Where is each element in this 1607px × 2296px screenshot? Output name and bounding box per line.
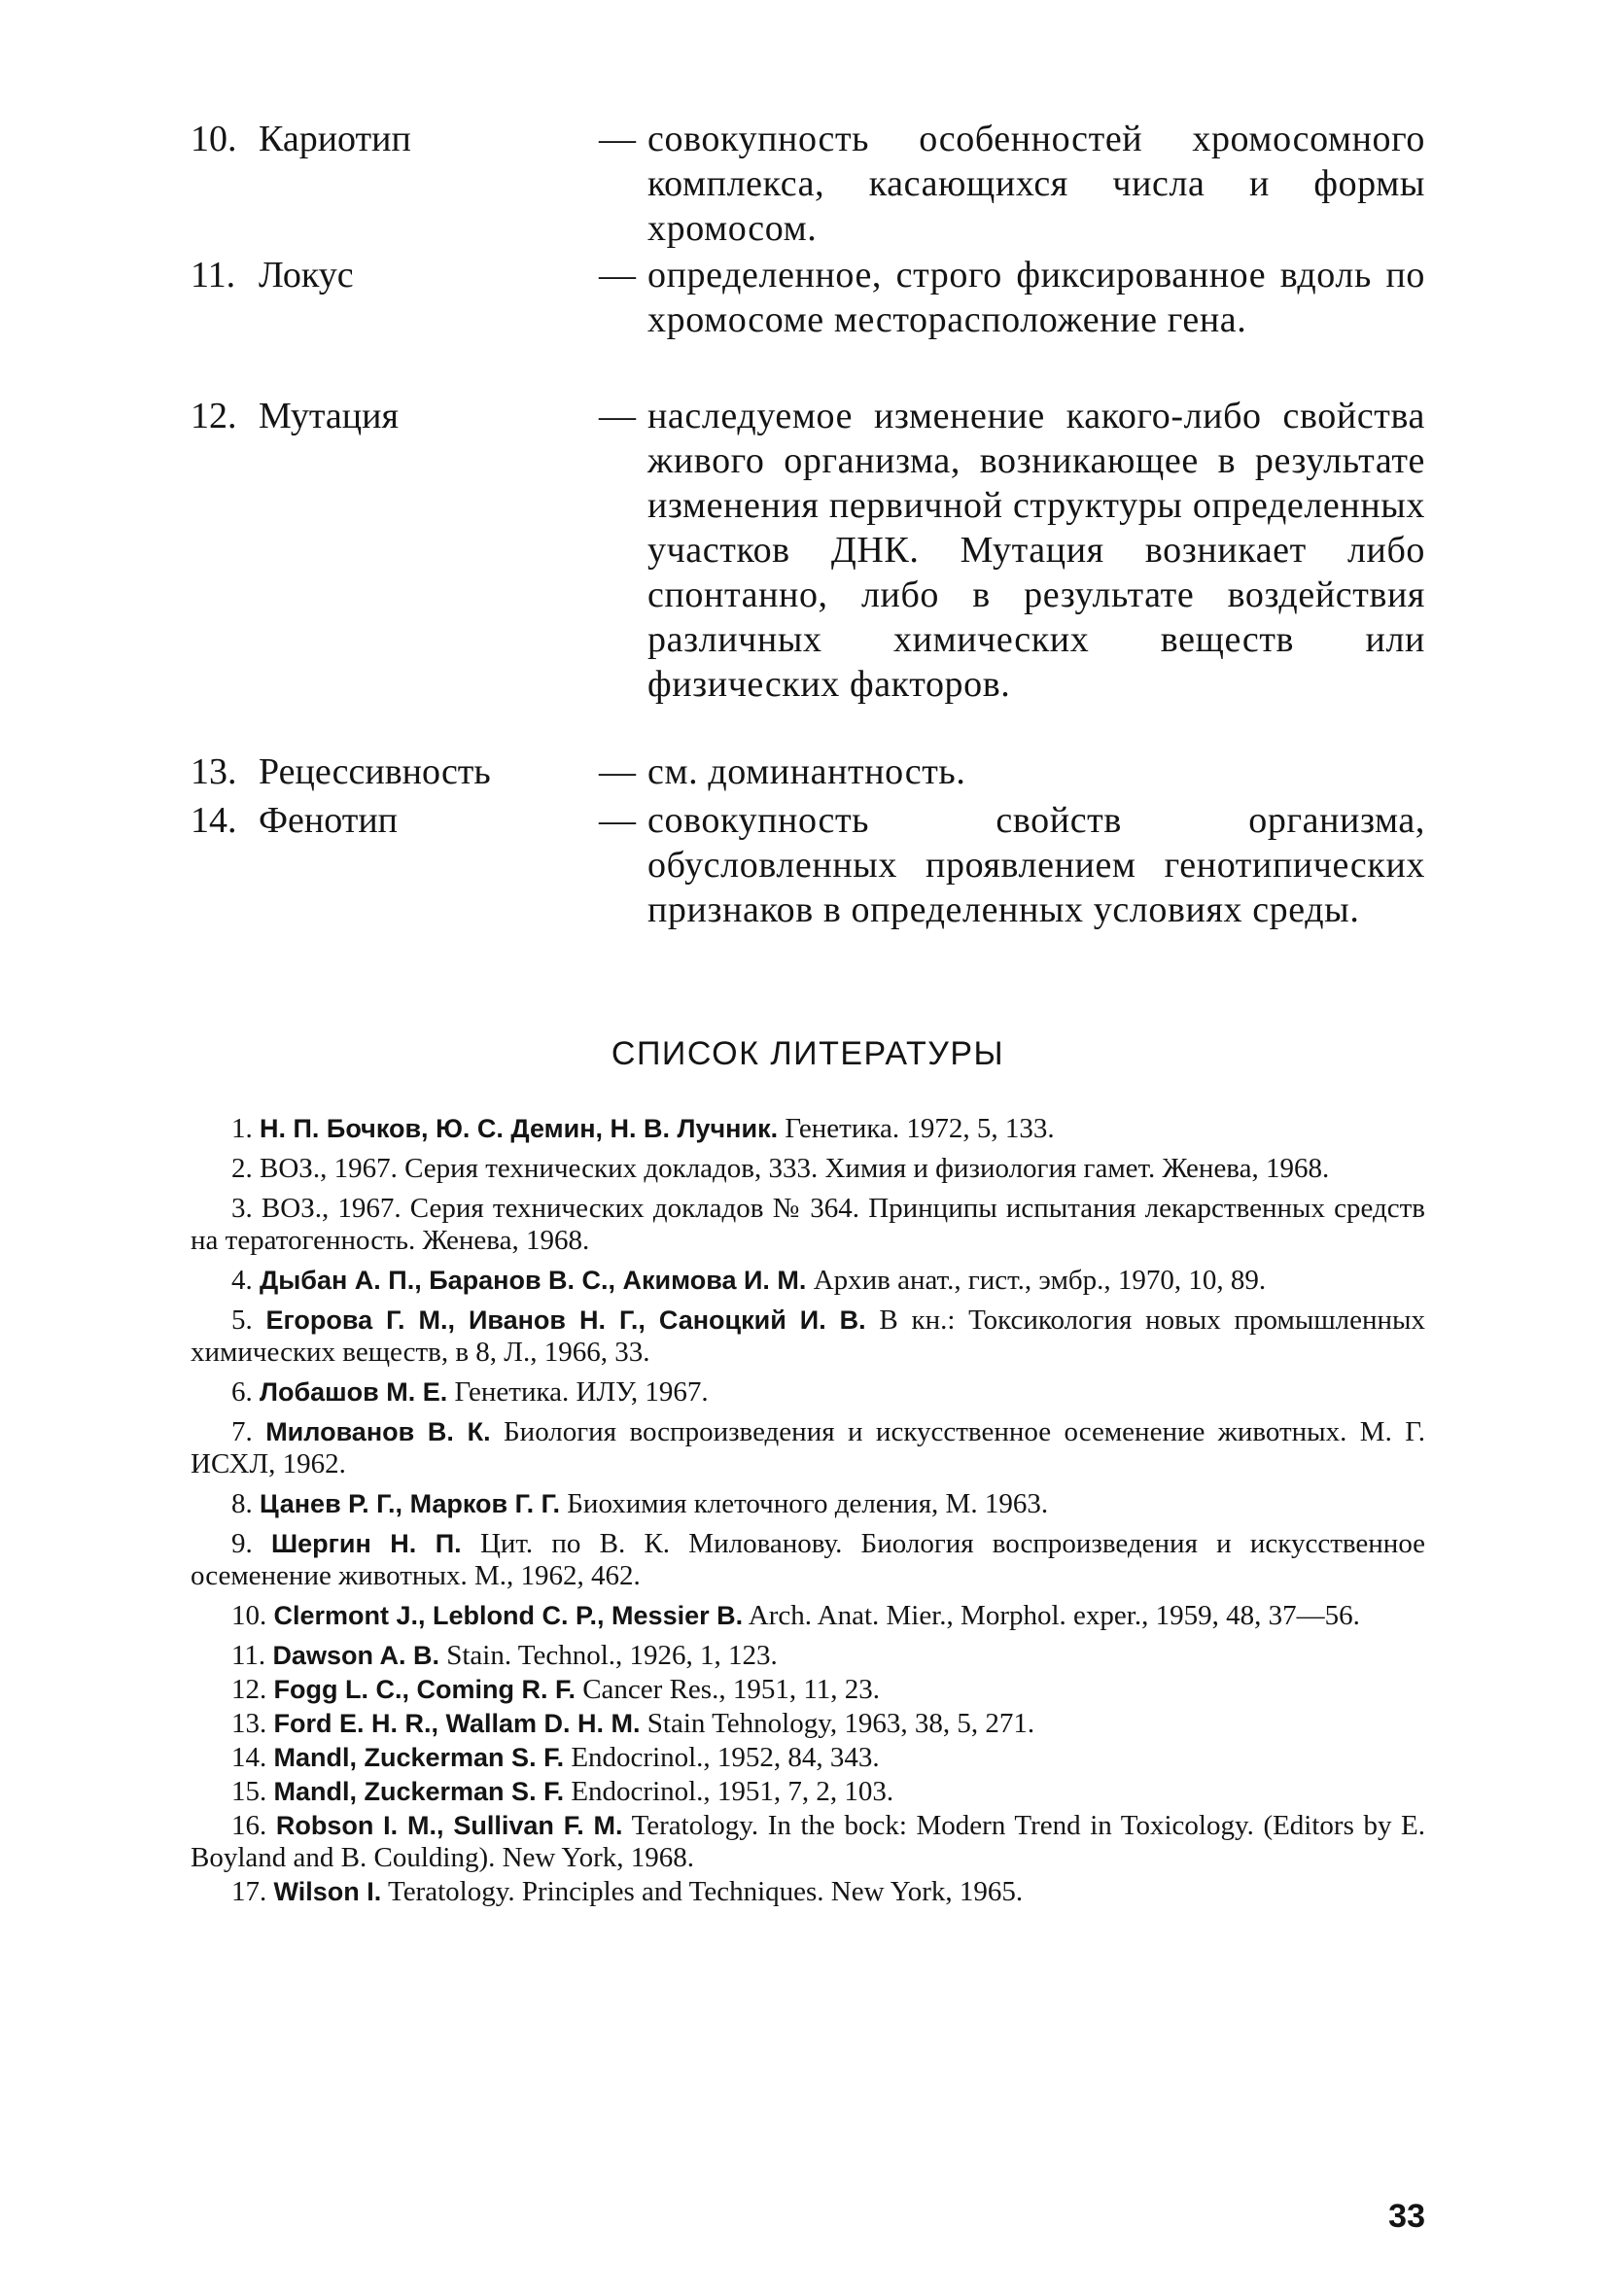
reference-number: 6. [231,1376,253,1408]
reference-number: 16. [231,1810,267,1841]
reference-item [191,1776,1425,1808]
reference-authors: Шергин Н. П. [271,1529,462,1558]
reference-number: 8. [231,1488,253,1519]
reference-item [191,1265,1425,1297]
reference-item [191,1640,1425,1672]
glossary-term: Локус [259,255,354,296]
glossary-number: 14. [191,800,237,841]
reference-item [191,1810,1425,1874]
reference-text: Биология воспроизведения и искусственное осеменение животных. М. Г. ИСХЛ, 1962. [191,1416,1426,1479]
reference-text: Teratology. Principles and Techniques. New York, 1965. [388,1876,1024,1907]
reference-item [191,1305,1425,1369]
reference-text: ВОЗ., 1967. Серия технических докладов, 333. Химия и физиология гамет. Женева, 1968. [260,1153,1330,1184]
glossary-definition: совокупность свойств организма, обусловленных проявлением генотипических признаков в определенных условиях среды. [647,800,1425,930]
reference-number: 13. [231,1708,267,1739]
reference-text: Arch. Anat. Mier., Morphol. exper., 1959, 48, 37—56. [748,1600,1360,1631]
reference-authors: Ford E. H. R., Wallam D. H. M. [273,1709,641,1738]
reference-number: 17. [231,1876,267,1907]
reference-item [191,1416,1425,1480]
reference-text: Генетика. 1972, 5, 133. [785,1113,1055,1144]
reference-item [191,1708,1425,1740]
glossary-dash: — [599,800,636,841]
reference-number: 15. [231,1776,267,1807]
reference-authors: Н. П. Бочков, Ю. С. Демин, Н. В. Лучник. [260,1114,779,1143]
glossary-dash: — [599,396,636,436]
reference-text: Цит. по В. К. Милованову. Биология воспроизведения и искусственное осеменение животных. М., 1962, 462. [191,1528,1426,1591]
glossary-definition: см. доминантность. [647,751,966,792]
reference-text: Endocrinol., 1951, 7, 2, 103. [571,1776,894,1807]
reference-authors: Цанев Р. Г., Марков Г. Г. [260,1489,561,1518]
reference-authors: Mandl, Zuckerman S. F. [273,1777,565,1806]
reference-item [191,1488,1425,1520]
glossary-number: 10. [191,119,237,159]
references-list [191,1113,1425,1910]
reference-number: 1. [231,1113,253,1144]
reference-text: Cancer Res., 1951, 11, 23. [582,1674,881,1705]
reference-number: 14. [231,1742,267,1773]
glossary-definition: определенное, строго фиксированное вдоль по хромосоме месторасположение гена. [647,255,1425,340]
reference-number: 2. [231,1153,253,1184]
reference-item [191,1742,1425,1774]
glossary-term: Кариотип [259,119,411,159]
glossary-entry [191,749,1425,798]
reference-text: Teratology. In the bock: Modern Trend in Toxicology. (Editors by E. Boyland and B. Coulding). New York, 1968. [191,1810,1425,1873]
reference-authors: Милованов В. К. [265,1417,491,1446]
reference-number: 5. [231,1305,253,1336]
glossary-entry [191,117,1425,253]
page-number: 33 [1388,2198,1425,2235]
glossary-dash: — [599,119,636,159]
reference-authors: Robson I. M., Sullivan F. M. [275,1811,623,1840]
glossary-entry [191,798,1425,983]
reference-number: 12. [231,1674,267,1705]
reference-item [191,1674,1425,1706]
reference-authors: Fogg L. C., Coming R. F. [273,1675,576,1704]
reference-authors: Лобашов М. Е. [260,1377,448,1407]
reference-number: 10. [231,1600,267,1631]
glossary-definition: наследуемое изменение какого-либо свойства живого организма, возникающее в результате изменения первичной структуры определенных участков ДНК. Мутация возникает либо спонтанно, либо в результате воздействия различных химических веществ или физических факторов. [647,396,1425,705]
glossary-number: 11. [191,255,236,296]
glossary-entry [191,394,1425,749]
reference-number: 7. [231,1416,253,1447]
reference-authors: Mandl, Zuckerman S. F. [273,1743,565,1772]
reference-number: 11. [231,1640,266,1671]
glossary-term: Фенотип [259,800,399,841]
reference-item [191,1876,1425,1908]
reference-item [191,1528,1425,1592]
reference-authors: Clermont J., Leblond C. P., Messier B. [273,1601,744,1630]
reference-item [191,1600,1425,1632]
reference-text: Генетика. ИЛУ, 1967. [454,1376,709,1408]
glossary-dash: — [599,255,636,296]
reference-text: Endocrinol., 1952, 84, 343. [571,1742,880,1773]
reference-text: Stain Tehnology, 1963, 38, 5, 271. [646,1708,1035,1739]
reference-text: Архив анат., гист., эмбр., 1970, 10, 89. [813,1265,1267,1296]
reference-text: ВОЗ., 1967. Серия технических докладов № 364. Принципы испытания лекарственных средств на тератогенность. Женева, 1968. [191,1193,1426,1256]
reference-authors: Dawson A. B. [272,1641,439,1670]
glossary-definition: совокупность особенностей хромосомного комплекса, касающихся числа и формы хромосом. [647,119,1425,249]
reference-text: В кн.: Токсикология новых промышленных химических веществ, в 8, Л., 1966, 33. [191,1305,1426,1368]
reference-item [191,1153,1425,1185]
document-page [191,117,1425,2236]
reference-authors: Wilson I. [273,1877,382,1906]
reference-authors: Егорова Г. М., Иванов Н. Г., Саноцкий И. В. [265,1305,866,1335]
references-heading: СПИСОК ЛИТЕРАТУРЫ [611,1035,1005,1072]
glossary-list [191,117,1425,983]
reference-authors: Дыбан А. П., Баранов В. С., Акимова И. М. [260,1266,807,1295]
reference-number: 9. [231,1528,253,1559]
reference-text: Stain. Technol., 1926, 1, 123. [446,1640,778,1671]
reference-number: 3. [231,1193,253,1224]
glossary-term: Мутация [259,396,399,436]
glossary-entry [191,253,1425,394]
reference-item [191,1376,1425,1409]
glossary-number: 12. [191,396,237,436]
glossary-number: 13. [191,751,237,792]
reference-item [191,1193,1425,1257]
reference-number: 4. [231,1265,253,1296]
reference-text: Биохимия клеточного деления, М. 1963. [567,1488,1049,1519]
glossary-dash: — [599,751,636,792]
reference-item [191,1113,1425,1145]
glossary-term: Рецессивность [259,751,491,792]
